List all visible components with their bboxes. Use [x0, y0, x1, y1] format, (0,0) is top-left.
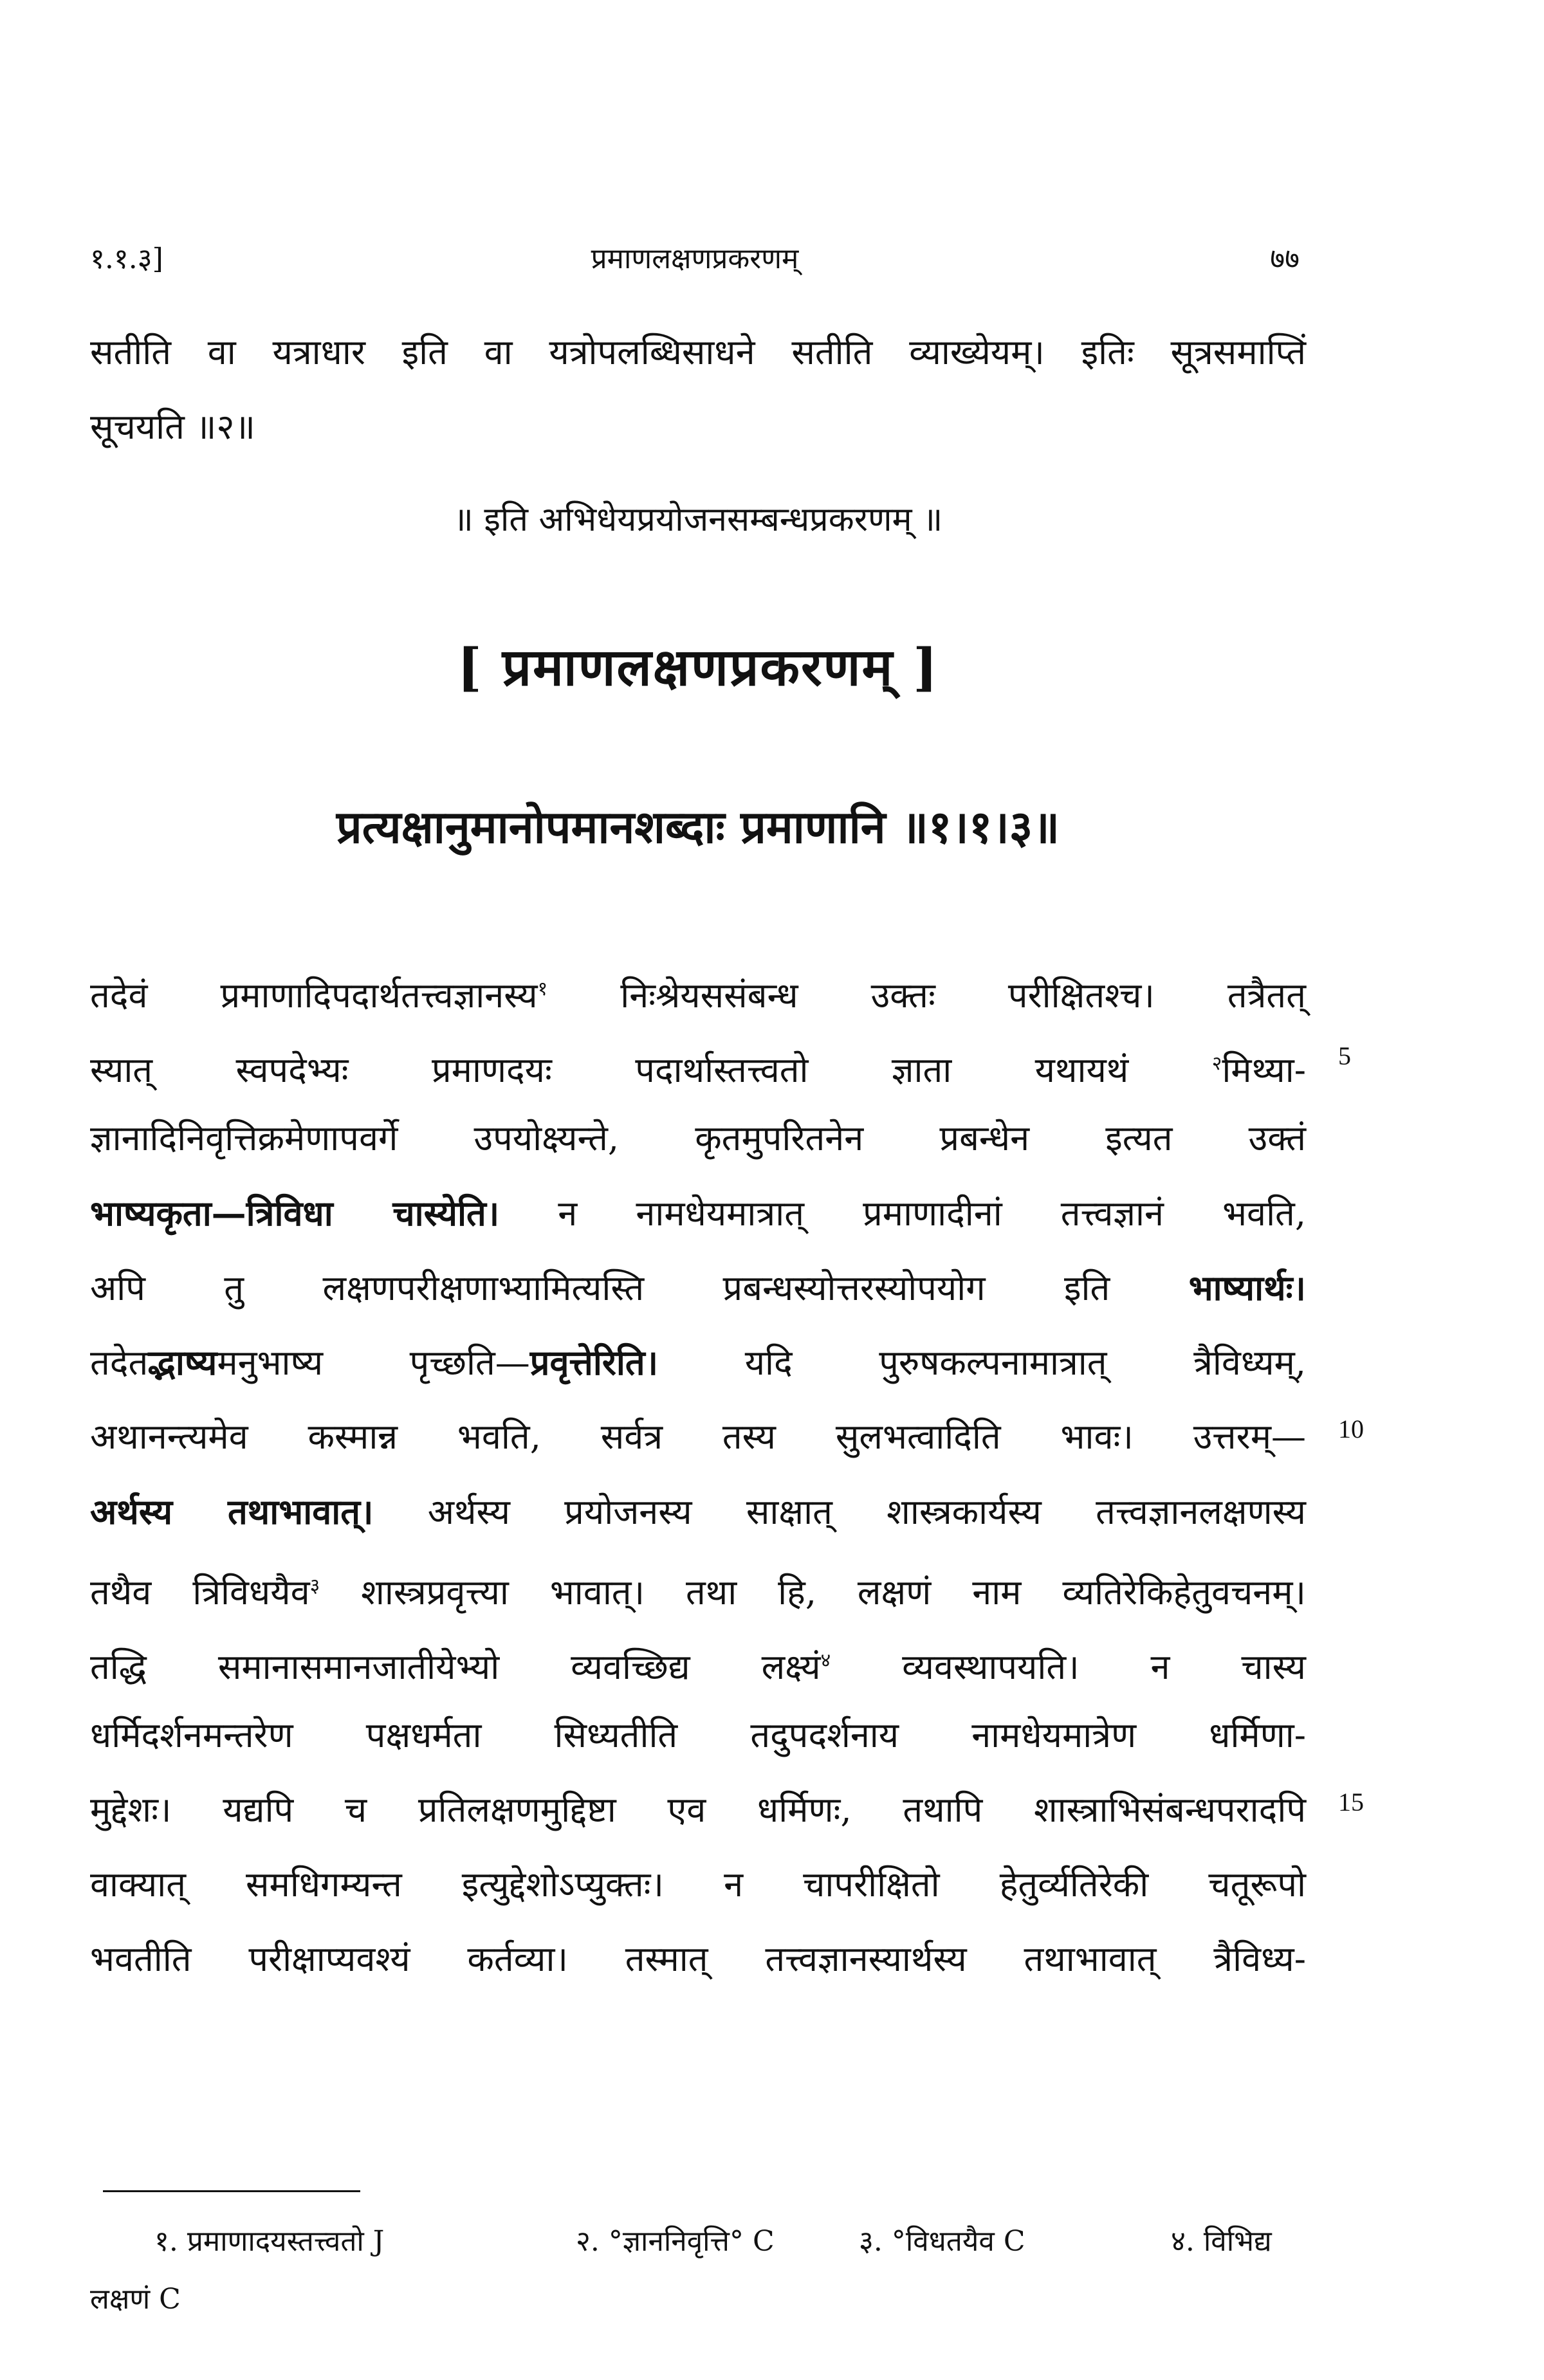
text-segment: न नामधेयमात्रात् प्रमाणादीनां तत्त्वज्ञानं भवति, — [499, 1193, 1306, 1234]
text-line — [90, 1773, 1306, 1847]
text-segment: मनुभाष्य पृच्छति— — [217, 1342, 530, 1383]
text-segment: निःश्रेयससंबन्ध उक्तः परीक्षितश्च। तत्रैतत् — [547, 975, 1306, 1016]
text-segment: यदि पुरुषकल्पनामात्रात् त्रैविध्यम्, — [658, 1342, 1307, 1383]
text-line — [90, 1250, 1306, 1325]
footnote-marker: २ — [1211, 1052, 1222, 1075]
footnote: लक्षणं C — [90, 2283, 181, 2316]
text-segment: वाक्यात् समधिगम्यन्त इत्युद्देशोऽप्युक्तः। न चापरीक्षितो हेतुर्व्यतिरेकी चतूरूपो — [90, 1864, 1306, 1905]
text-segment: तद्धि समानासमानजातीयेभ्यो व्यवच्छिद्य लक्ष्यं — [90, 1647, 821, 1687]
running-head — [90, 238, 1300, 283]
section-closing: ॥ इति अभिधेयप्रयोजनसम्बन्धप्रकरणम् ॥ — [453, 500, 943, 539]
footnote: ३. °विधतयैव C — [859, 2225, 1025, 2258]
footnote: १. प्रमाणादयस्तत्त्वतो J — [154, 2225, 385, 2258]
text-line — [90, 1400, 1306, 1474]
text-line: सतीति वा यत्राधार इति वा यत्रोपलब्धिसाधने सतीति व्याख्येयम्। इतिः सूत्रसमाप्तिं — [90, 332, 1306, 372]
footnote-row — [90, 2213, 1306, 2271]
text-line — [90, 1549, 1306, 1624]
bold-term: प्रवृत्तेरिति। — [529, 1342, 659, 1383]
text-segment: मिथ्या- — [1222, 1050, 1306, 1090]
bold-term: भाष्यकृता—त्रिविधा चास्येति। — [90, 1193, 500, 1234]
text-segment: तदेवं प्रमाणादिपदार्थतत्त्वज्ञानस्य — [90, 975, 538, 1016]
bold-term: भाष्यार्थः। — [1188, 1267, 1306, 1308]
bold-term: अर्थस्य तथाभावात्। — [90, 1491, 374, 1532]
text-line — [90, 1325, 1306, 1400]
footnote-marker: १ — [537, 978, 548, 1000]
chapter-title: [ प्रमाणलक्षणप्रकरणम् ] — [457, 637, 939, 697]
page-number: ७७ — [1270, 243, 1300, 275]
text-segment: स्यात् स्वपदेभ्यः प्रमाणदयः पदार्थास्तत्त्वतो ज्ञाता यथायथं — [90, 1050, 1212, 1090]
text-segment: मुद्देशः। यद्यपि च प्रतिलक्षणमुद्दिष्टा एव धर्मिणः, तथापि शास्त्राभिसंबन्धपरादपि — [90, 1790, 1306, 1830]
running-title: प्रमाणलक्षणप्रकरणम् — [591, 243, 799, 275]
intro-paragraph — [90, 315, 1306, 464]
text-segment: तदेत — [90, 1342, 149, 1383]
text-line — [90, 952, 1306, 1027]
text-segment: अर्थस्य प्रयोजनस्य साक्षात् शास्त्रकार्यस्य तत्त्वज्ञानलक्षणस्य — [373, 1492, 1306, 1532]
text-segment: भवतीति परीक्षाप्यवश्यं कर्तव्या। तस्मात् तत्त्वज्ञानस्यार्थस्य तथाभावात् त्रैविध्य- — [90, 1939, 1306, 1979]
footnote-rule — [103, 2190, 360, 2192]
text-segment: व्यवस्थापयति। न चास्य — [831, 1647, 1306, 1687]
footnote: २. °ज्ञाननिवृत्ति° C — [576, 2225, 775, 2258]
text-line: सूचयति ॥२॥ — [90, 407, 255, 447]
text-line — [90, 1922, 1306, 1997]
text-line — [90, 1474, 1306, 1549]
sutra-heading: प्रत्यक्षानुमानोपमानशब्दाः प्रमाणानि ॥१।१।३॥ — [336, 800, 1060, 854]
text-segment: शास्त्रप्रवृत्त्या भावात्। तथा हि, लक्षणं नाम व्यतिरेकिहेतुवचनम्। — [320, 1572, 1306, 1613]
text-line — [90, 1027, 1306, 1101]
commentary-paragraph — [90, 952, 1306, 1997]
footnote-marker: ४ — [820, 1649, 831, 1672]
text-line — [90, 1176, 1306, 1250]
section-reference: १.१.३] — [90, 243, 163, 275]
line-number: 10 — [1338, 1414, 1364, 1443]
text-segment: तथैव त्रिविधयैव — [90, 1572, 310, 1613]
footnote-marker: ३ — [309, 1575, 320, 1597]
bold-term: द्भाष्य — [148, 1342, 217, 1383]
text-line — [90, 1847, 1306, 1922]
text-segment: धर्मिदर्शनमन्तरेण पक्षधर्मता सिध्यतीति तदुपदर्शनाय नामधेयमात्रेण धर्मिणा- — [90, 1715, 1306, 1755]
text-line — [90, 1624, 1306, 1698]
line-number: 5 — [1338, 1041, 1351, 1070]
text-segment: ज्ञानादिनिवृत्तिक्रमेणापवर्गे उपयोक्ष्यन्ते, कृतमुपरितनेन प्रबन्धेन इत्यत उक्तं — [90, 1118, 1306, 1158]
footnotes — [90, 2213, 1306, 2329]
text-line — [90, 1698, 1306, 1773]
footnote: ४. विभिद्य — [1171, 2225, 1272, 2258]
text-segment: अथानन्त्यमेव कस्मान्न भवति, सर्वत्र तस्य सुलभत्वादिति भावः। उत्तरम्— — [90, 1416, 1306, 1457]
footnote-row — [90, 2271, 1306, 2329]
line-number: 15 — [1338, 1788, 1364, 1817]
text-line — [90, 1101, 1306, 1176]
text-segment: अपि तु लक्षणपरीक्षणाभ्यामित्यस्ति प्रबन्धस्योत्तरस्योपयोग इति — [90, 1268, 1189, 1308]
